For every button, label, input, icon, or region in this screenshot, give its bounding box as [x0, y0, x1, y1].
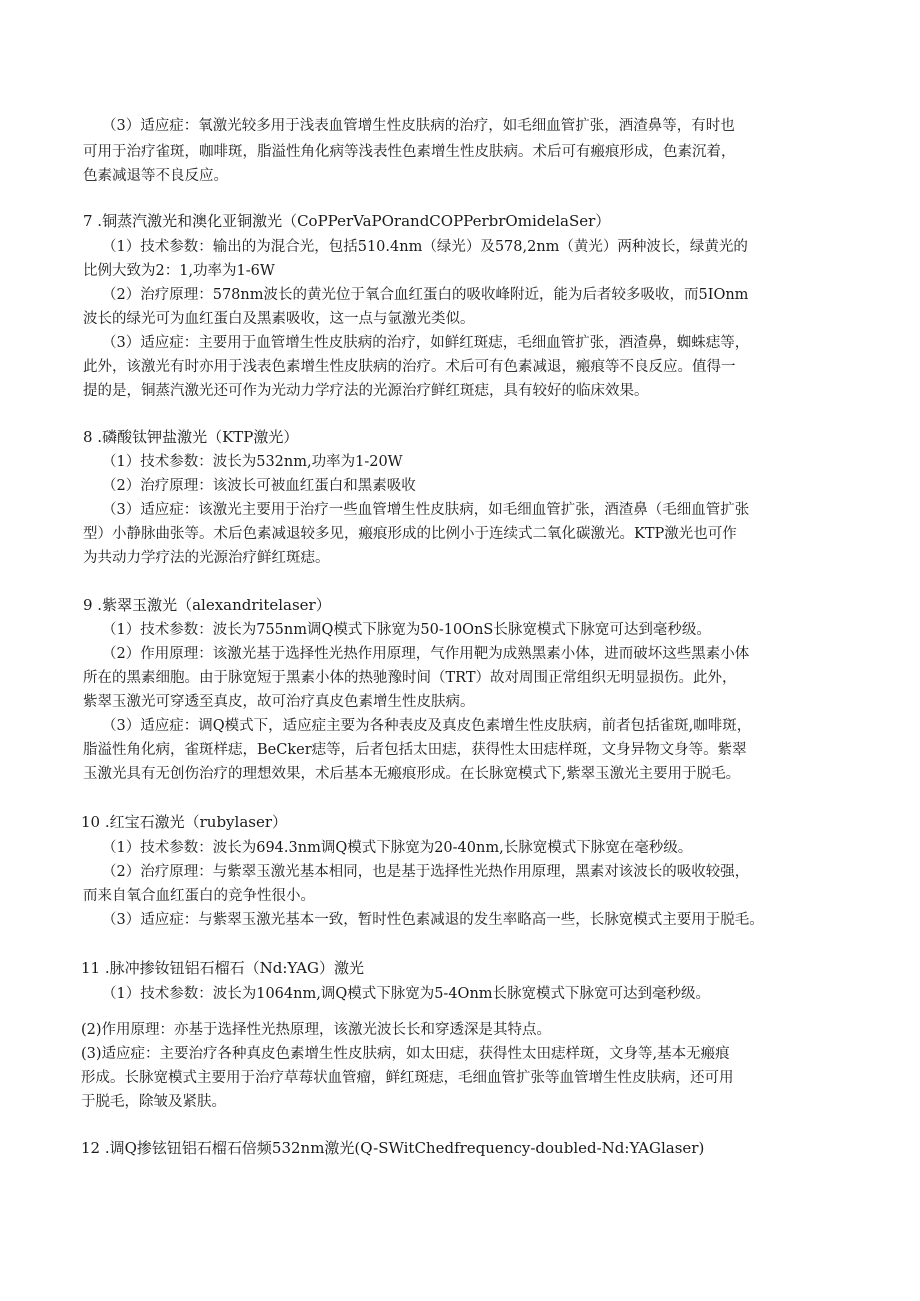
paragraph-line: （1）技术参数：波长为694.3nm调Q模式下脉宽为20-40nm,长脉宽模式下脉宽在毫秒级。: [102, 840, 693, 856]
paragraph-line: 色素减退等不良反应。: [83, 168, 228, 184]
paragraph-line: 而来自氧合血红蛋白的竞争性很小。: [83, 888, 315, 904]
paragraph-line: （2）治疗原理：与紫翠玉激光基本相同，也是基于选择性光热作用原理，黑素对该波长的吸收较强，: [102, 864, 750, 880]
paragraph-line: （2）治疗原理：578nm波长的黄光位于氧合血红蛋白的吸收峰附近，能为后者较多吸收，而5IOnm: [102, 287, 749, 303]
paragraph-line: （3）适应症：该激光主要用于治疗一些血管增生性皮肤病，如毛细血管扩张，酒渣鼻（毛细血管扩张: [102, 502, 750, 518]
paragraph-line: （3）适应症：主要用于血管增生性皮肤病的治疗，如鲜红斑痣，毛细血管扩张，酒渣鼻，蜘蛛痣等，: [102, 335, 750, 351]
section-heading: 9 .紫翠玉激光（alexandritelaser）: [83, 596, 331, 614]
paragraph-line: 脂溢性角化病，雀斑样痣，BeCker痣等，后者包括太田痣，获得性太田痣样斑，文身异物文身等。紫翠: [83, 742, 747, 758]
paragraph-line: 提的是，铜蒸汽激光还可作为光动力学疗法的光源治疗鲜红斑痣，具有较好的临床效果。: [83, 383, 649, 399]
paragraph-line: 波长的绿光可为血红蛋白及黑素吸收，这一点与氩激光类似。: [83, 311, 475, 327]
paragraph-line: （1）技术参数：波长为532nm,功率为1-20W: [102, 454, 403, 470]
paragraph-line: 所在的黑素细胞。由于脉宽短于黑素小体的热驰豫时间（TRT）故对周围正常组织无明显损伤。此外，: [83, 670, 737, 686]
section-heading: 11 .脉冲掺钕钮铝石榴石（Nd:YAG）激光: [81, 959, 364, 977]
paragraph-line: （3）适应症：与紫翠玉激光基本一致，暂时性色素减退的发生率略高一些，长脉宽模式主要用于脱毛。: [102, 912, 764, 928]
paragraph-line: 为共动力学疗法的光源治疗鲜红斑痣。: [83, 550, 330, 566]
section-heading: 10 .红宝石激光（rubylaser）: [81, 813, 288, 831]
paragraph-line: （3）适应症：氧激光较多用于浅表血管增生性皮肤病的治疗，如毛细血管扩张，酒渣鼻等，有时也: [102, 118, 735, 134]
paragraph-line: （3）适应症：调Q模式下，适应症主要为各种表皮及真皮色素增生性皮肤病，前者包括雀斑,咖啡斑，: [102, 718, 752, 734]
paragraph-line: （1）技术参数：波长为1064nm,调Q模式下脉宽为5-4Onm长脉宽模式下脉宽可达到毫秒级。: [102, 986, 711, 1002]
paragraph-line: 于脱毛，除皱及紧肤。: [81, 1094, 226, 1110]
section-heading: 12 .调Q掺铉钮铝石榴石倍频532nm激光(Q-SWitChedfrequency-doubled-Nd:YAGlaser): [81, 1139, 705, 1157]
paragraph-line: 此外，该激光有时亦用于浅表色素增生性皮肤病的治疗。术后可有色素减退，瘢痕等不良反应。值得一: [83, 359, 736, 375]
section-heading: 8 .磷酸钛钾盐激光（KTP激光）: [83, 428, 299, 446]
paragraph-line: （2）治疗原理：该波长可被血红蛋白和黑素吸收: [102, 478, 416, 494]
paragraph-line: 紫翠玉激光可穿透至真皮，故可治疗真皮色素增生性皮肤病。: [83, 694, 475, 710]
paragraph-line: （1）技术参数：输出的为混合光，包括510.4nm（绿光）及578,2nm（黄光）两种波长，绿黄光的: [102, 239, 748, 255]
paragraph-line: 比例大致为2：1,功率为1-6W: [83, 263, 275, 279]
paragraph-line: 型）小静脉曲张等。术后色素减退较多见，瘢痕形成的比例小于连续式二氧化碳激光。KTP激光也可作: [83, 526, 737, 542]
paragraph-line: （2）作用原理：该激光基于选择性光热作用原理，气作用靶为成熟黑素小体，进而破坏这些黑素小体: [102, 646, 750, 662]
paragraph-line: 可用于治疗雀斑，咖啡斑，脂溢性角化病等浅表性色素增生性皮肤病。术后可有瘢痕形成，色素沉着，: [83, 144, 736, 160]
paragraph-line: (3)适应症：主要治疗各种真皮色素增生性皮肤病，如太田痣，获得性太田痣样斑，文身等,基本无瘢痕: [81, 1046, 730, 1062]
paragraph-line: （1）技术参数：波长为755nm调Q模式下脉宽为50-10OnS长脉宽模式下脉宽可达到毫秒级。: [102, 622, 711, 638]
section-heading: 7 .铜蒸汽激光和澳化亚铜激光（CoPPerVaPOrandCOPPerbrOmidelaSer）: [83, 212, 611, 230]
paragraph-line: 形成。长脉宽模式主要用于治疗草莓状血管瘤，鲜红斑痣，毛细血管扩张等血管增生性皮肤病，还可用: [81, 1070, 734, 1086]
paragraph-line: 玉激光具有无创伤治疗的理想效果，术后基本无瘢痕形成。在长脉宽模式下,紫翠玉激光主要用于脱毛。: [83, 766, 741, 782]
paragraph-line: (2)作用原理：亦基于选择性光热原理，该激光波长长和穿透深是其特点。: [81, 1022, 552, 1038]
